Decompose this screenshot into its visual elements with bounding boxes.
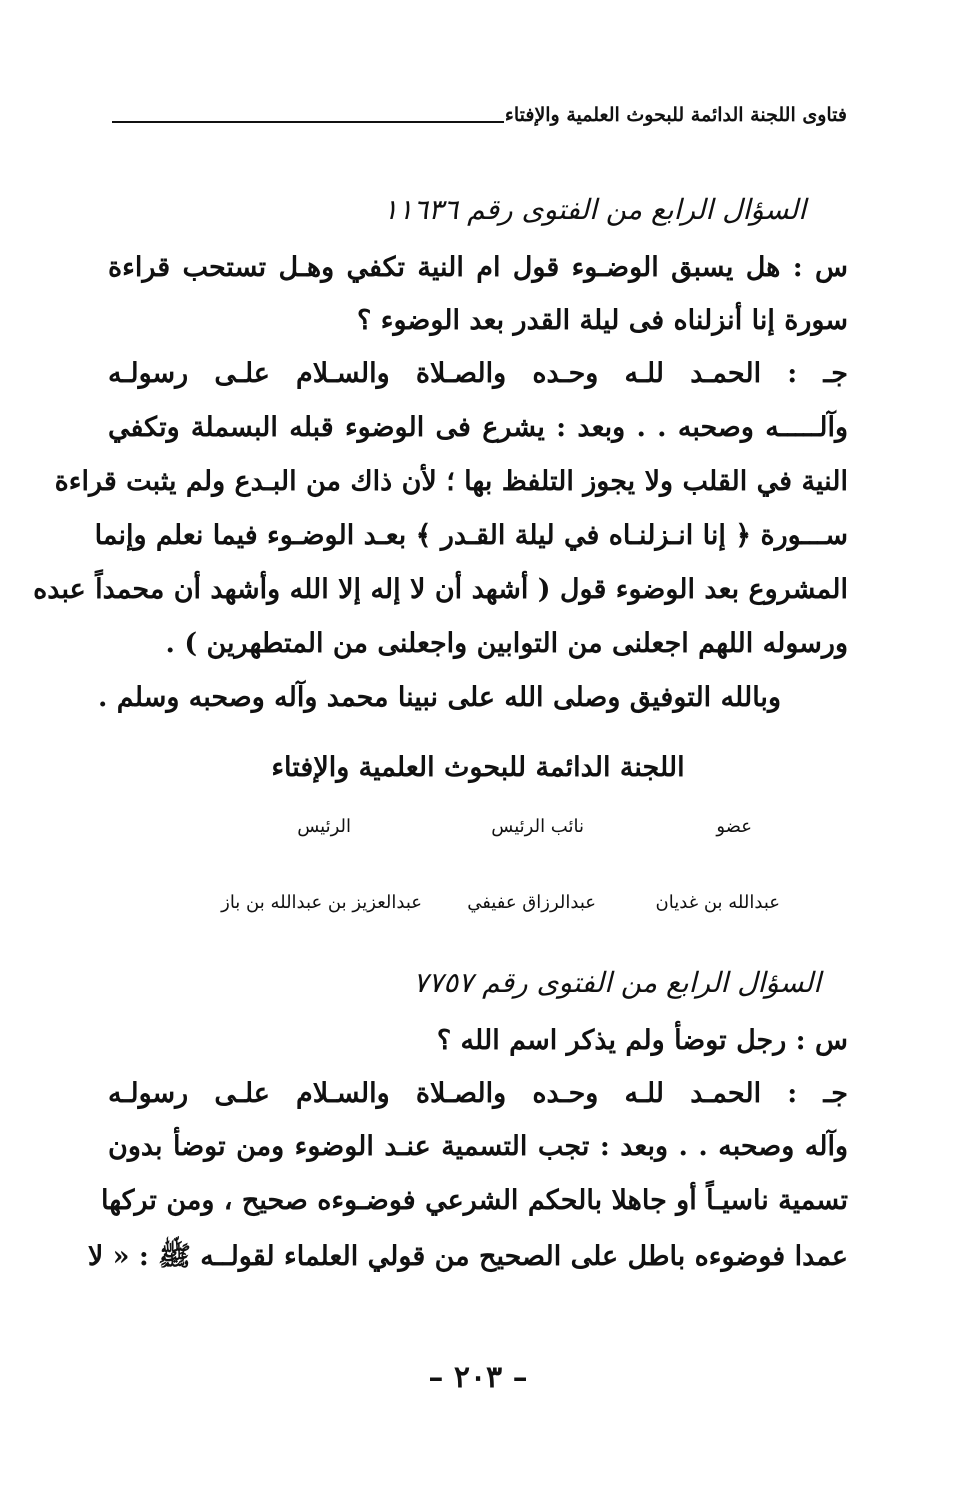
- fatwa-2-line: وآله وصحبه . . وبعد : تجب التسمية عنـد الوضوء ومن توضأ بدون: [108, 1131, 848, 1162]
- member-name: عبدالله بن غديان: [655, 892, 780, 913]
- fatwa-1-line: س : هل يسبق الوضـوء قول ام النية تكفي وهـل تستحب قراءة: [108, 252, 848, 283]
- fatwa-1-closing: وبالله التوفيق وصلى الله على نبينا محمد وآله وصحبه وسلم .: [97, 682, 781, 713]
- fatwa-1-line: وآلـــــه وصحبه . . وبعد : يشرع فى الوضوء قبله البسملة وتكفي: [108, 412, 848, 443]
- header-title: فتاوى اللجنة الدائمة للبحوث العلمية والإفتاء: [504, 104, 847, 126]
- role-vice-president: نائب الرئيس: [491, 816, 584, 837]
- fatwa-1-line: ســـورة ﴿ إنا انـزلنـاه في ليلة القـدر ﴾ بعـد الوضـوء فيما نعلم وإنما: [94, 520, 848, 551]
- running-header: [112, 104, 847, 138]
- fatwa-1-line: المشروع بعد الوضوء قول ( أشهد أن لا إله إلا الله وأشهد أن محمداً عبده: [33, 574, 848, 605]
- president-name: عبدالعزيز بن عبدالله بن باز: [221, 892, 422, 913]
- fatwa-1-line: جـ : الحمـد للـه وحـده والصـلاة والسـلام علـى رسولـه: [108, 358, 848, 389]
- fatwa-2-line: س : رجل توضأ ولم يذكر اسم الله ؟: [436, 1025, 848, 1056]
- fatwa-1-line: النية في القلب ولا يجوز التلفظ بها ؛ لأن ذاك من البـدع ولم يثبت قراءة: [54, 466, 848, 497]
- committee-name: اللجنة الدائمة للبحوث العلمية والإفتاء: [271, 752, 685, 783]
- header-rule: [112, 121, 504, 123]
- fatwa-1-title: السؤال الرابع من الفتوى رقم ١١٦٣٦: [383, 193, 806, 226]
- role-member: عضو: [716, 816, 752, 837]
- fatwa-1-line: ورسوله اللهم اجعلنى من التوابين واجعلنى من المتطهرين ) .: [165, 628, 848, 659]
- fatwa-2-line: تسمية ناسيـاً أو جاهلا بالحكم الشرعي فوضـوءه صحيح ، ومن تركها: [100, 1185, 848, 1216]
- fatwa-2-line: عمدا فوضوءه باطل على الصحيح من قولي العلماء لقولــه ﷺ : « لا: [87, 1241, 848, 1272]
- vice-president-name: عبدالرزاق عفيفي: [467, 892, 596, 913]
- fatwa-2-title: السؤال الرابع من الفتوى رقم ٧٧٥٧: [413, 966, 821, 999]
- role-president: الرئيس: [297, 816, 351, 837]
- fatwa-1-line: سورة إنا أنزلناه فى ليلة القدر بعد الوضوء ؟: [357, 305, 848, 336]
- page-number: – ٢٠٣ –: [428, 1360, 528, 1395]
- fatwa-2-line: جـ : الحمـد للـه وحـده والصـلاة والسـلام علـى رسولـه: [108, 1078, 848, 1109]
